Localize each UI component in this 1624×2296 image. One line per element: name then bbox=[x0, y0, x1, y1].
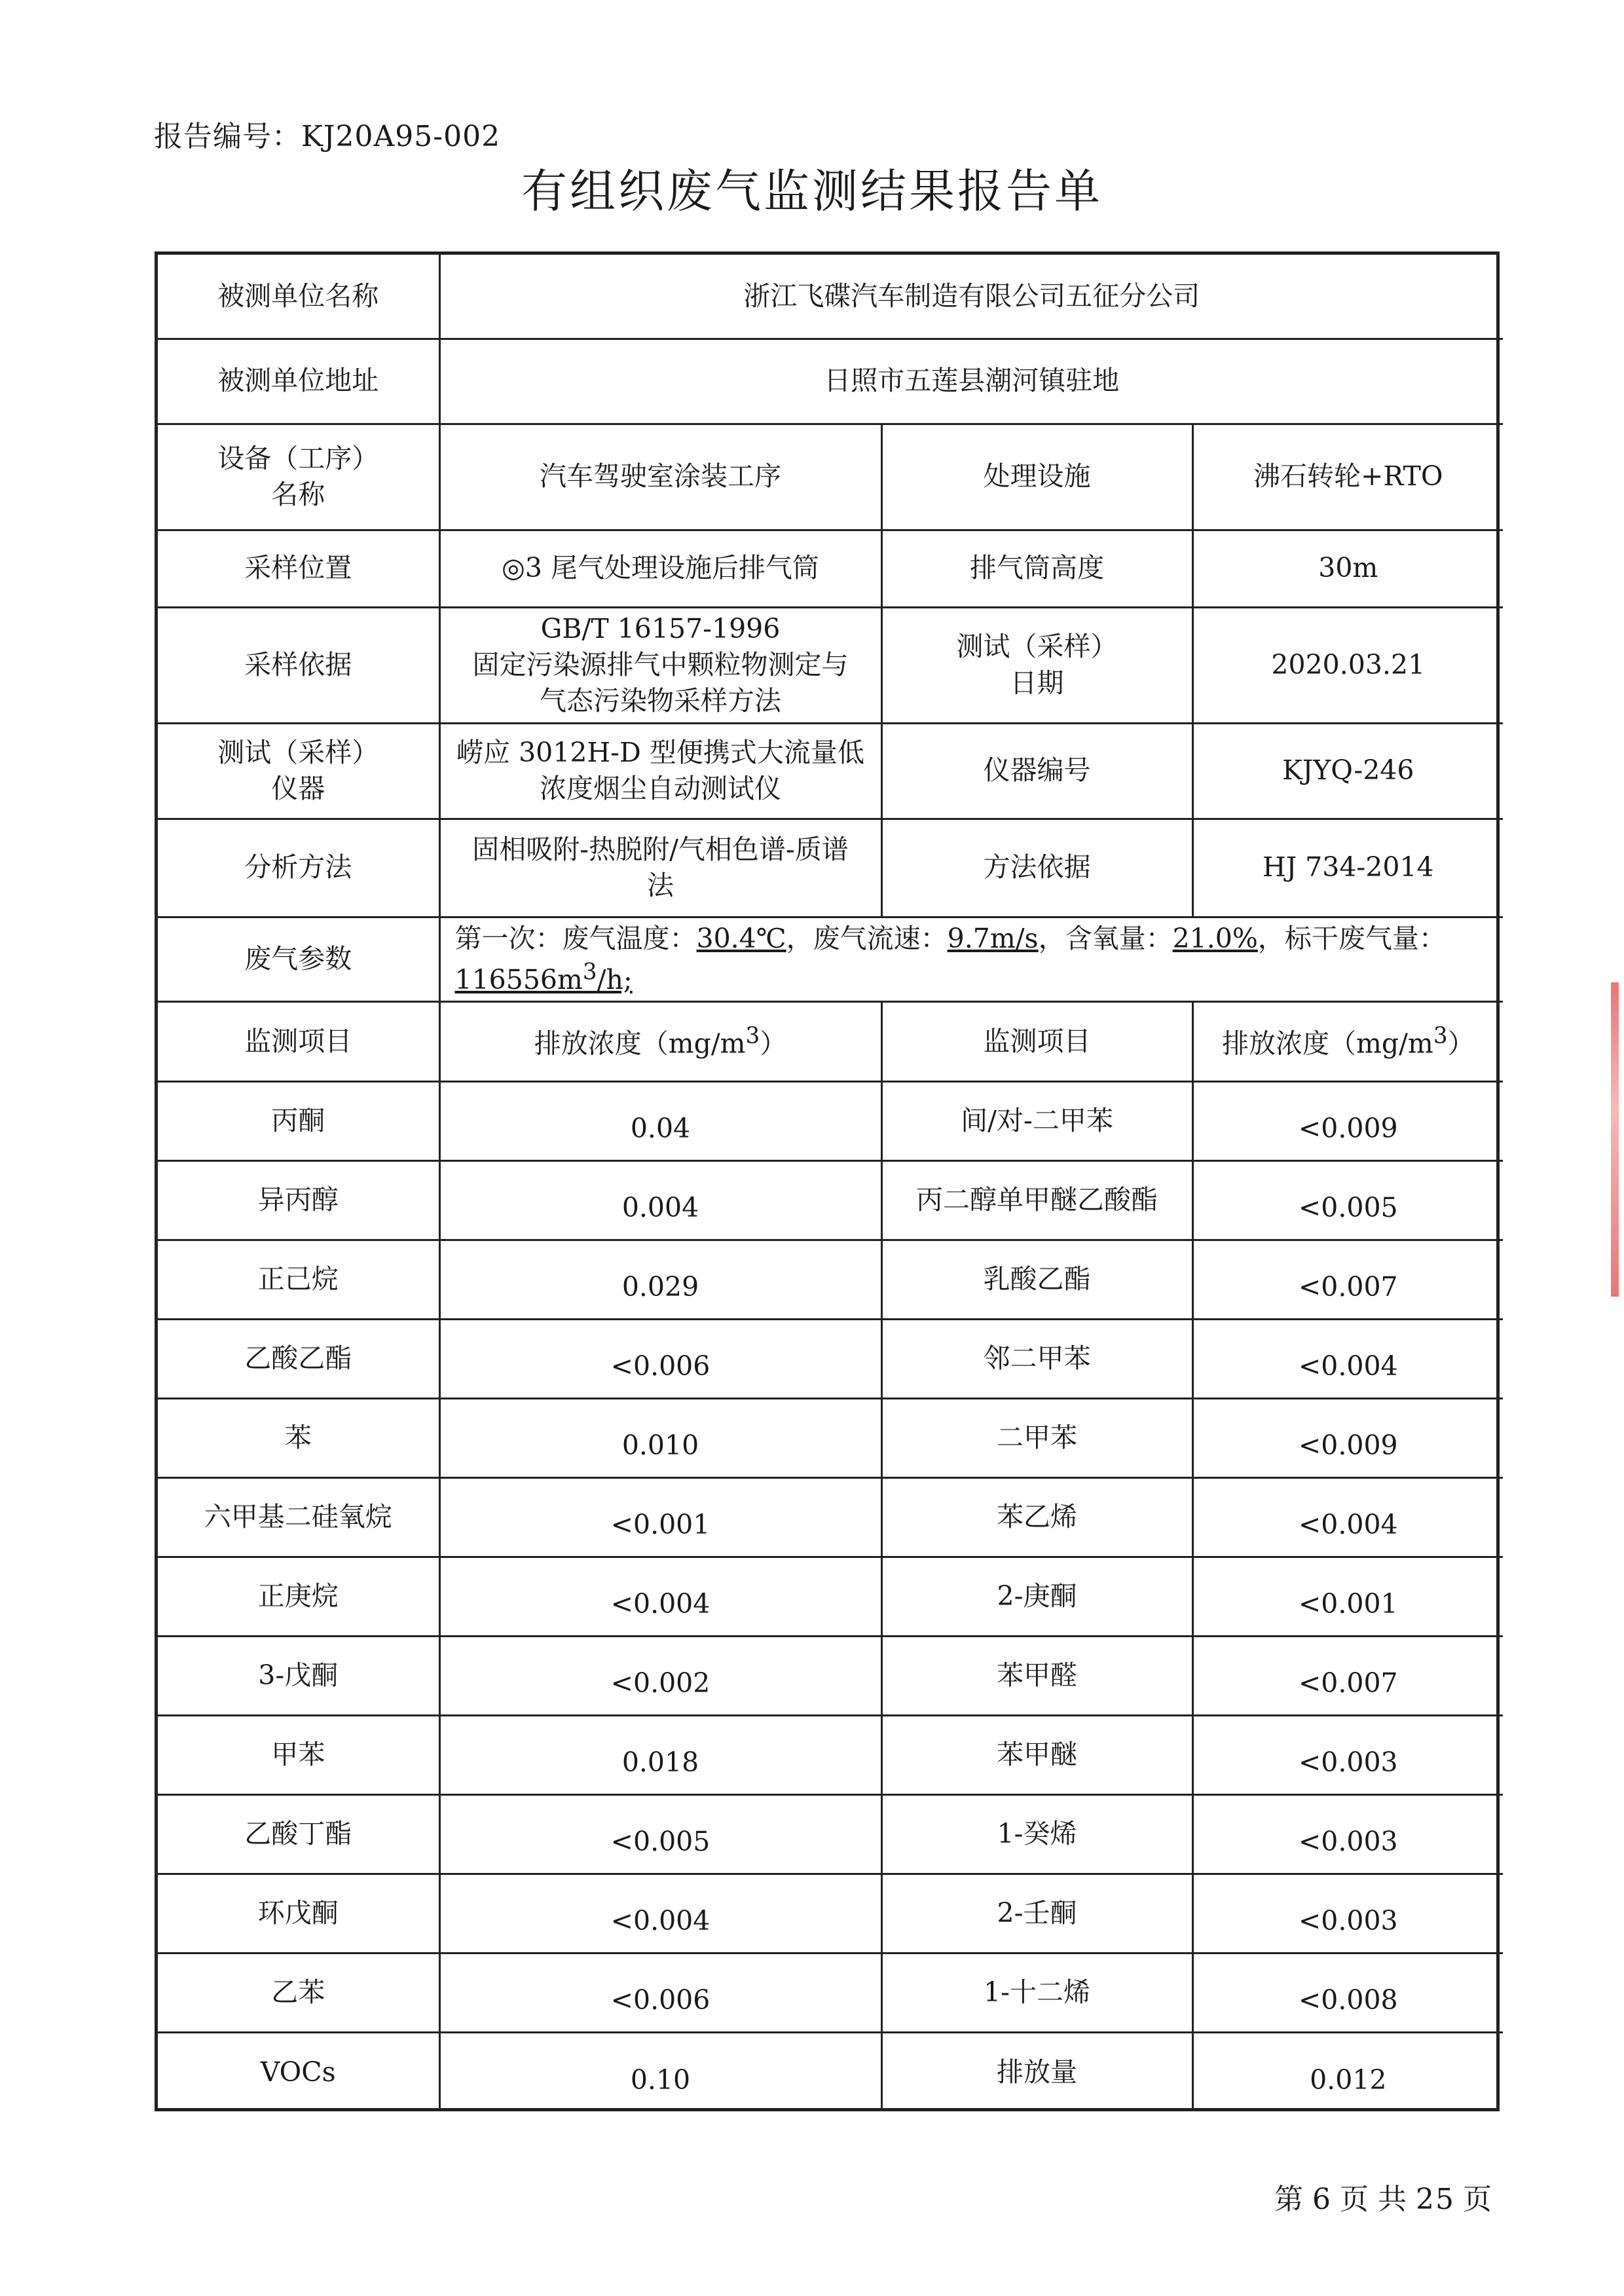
date-label-line1: 测试（采样） bbox=[956, 631, 1118, 663]
result-item-right-text: 邻二甲苯 bbox=[983, 1342, 1091, 1375]
result-item-left bbox=[158, 1319, 439, 1398]
stack-height-value: 30m bbox=[1192, 530, 1503, 607]
method-line2: 法 bbox=[647, 870, 674, 902]
result-item-left bbox=[158, 1794, 439, 1874]
table-row bbox=[158, 1874, 1503, 1953]
row-instrument bbox=[158, 723, 1503, 819]
result-item-left-text: 正庚烷 bbox=[257, 1580, 339, 1612]
result-value-left bbox=[439, 1636, 881, 1715]
method-value bbox=[439, 819, 881, 917]
result-value-right-text: <0.007 bbox=[1298, 1667, 1398, 1699]
params-sep2: ，含氧量： bbox=[1038, 922, 1173, 954]
result-value-left bbox=[439, 1319, 881, 1398]
result-value-left bbox=[439, 1557, 881, 1636]
table-row bbox=[158, 1953, 1503, 2032]
result-item-right bbox=[881, 1557, 1192, 1636]
result-value-right bbox=[1192, 1874, 1503, 1953]
report-table bbox=[155, 251, 1500, 2111]
result-value-left-text: <0.006 bbox=[610, 1350, 710, 1382]
result-item-right bbox=[881, 1319, 1192, 1398]
row-process bbox=[158, 424, 1503, 530]
result-item-left-text: 环戊酮 bbox=[257, 1897, 339, 1929]
position-value: ◎3 尾气处理设施后排气筒 bbox=[439, 530, 881, 607]
facility-label: 处理设施 bbox=[881, 424, 1192, 530]
row-method bbox=[158, 819, 1503, 917]
result-item-right bbox=[881, 1160, 1192, 1240]
params-label: 废气参数 bbox=[158, 917, 439, 1001]
result-item-right-text: 苯甲醛 bbox=[997, 1659, 1077, 1692]
result-value-right-text: <0.001 bbox=[1298, 1588, 1398, 1620]
result-item-left-text: 3-戊酮 bbox=[258, 1659, 339, 1692]
instrument-no-value: KJYQ-246 bbox=[1192, 723, 1503, 819]
result-value-left-text: 0.004 bbox=[621, 1192, 699, 1224]
result-item-left-text: 甲苯 bbox=[271, 1739, 325, 1771]
result-value-right-text: <0.003 bbox=[1298, 1905, 1398, 1937]
row-unit-address bbox=[158, 339, 1503, 424]
page-number: 第 6 页 共 25 页 bbox=[1274, 2183, 1493, 2216]
result-item-right-text: 二甲苯 bbox=[997, 1422, 1077, 1454]
result-item-right bbox=[881, 1240, 1192, 1319]
params-flow-sup: 3 bbox=[582, 958, 597, 985]
unit-name-label: 被测单位名称 bbox=[158, 255, 439, 339]
result-item-right-text: 乳酸乙酯 bbox=[983, 1263, 1091, 1295]
result-item-right-text: 1-十二烯 bbox=[984, 1976, 1090, 2009]
params-sep3: ，标干废气量： bbox=[1257, 922, 1446, 954]
result-value-right bbox=[1192, 1794, 1503, 1874]
unit-address-label: 被测单位地址 bbox=[158, 339, 439, 424]
result-value-left-text: <0.004 bbox=[610, 1905, 710, 1937]
basis-line3: 气态污染物采样方法 bbox=[540, 685, 781, 717]
result-item-left-text: 乙苯 bbox=[271, 1976, 325, 2009]
table-row bbox=[158, 1319, 1503, 1398]
result-value-right-text: <0.009 bbox=[1298, 1113, 1398, 1145]
result-item-left bbox=[158, 1240, 439, 1319]
header-conc-left: 排放浓度$(mg/m^3)$ bbox=[439, 1001, 881, 1081]
result-item-left bbox=[158, 1160, 439, 1240]
result-value-right bbox=[1192, 1160, 1503, 1240]
result-item-left bbox=[158, 2032, 439, 2111]
instrument-value bbox=[439, 723, 881, 819]
result-item-left bbox=[158, 1953, 439, 2032]
result-value-right bbox=[1192, 1636, 1503, 1715]
result-item-left-text: 异丙醇 bbox=[257, 1184, 339, 1216]
result-item-right bbox=[881, 1794, 1192, 1874]
result-item-left bbox=[158, 1715, 439, 1794]
result-item-left bbox=[158, 1081, 439, 1160]
result-item-right-text: 间/对-二甲苯 bbox=[961, 1105, 1113, 1137]
result-value-right bbox=[1192, 1240, 1503, 1319]
date-label-line2: 日期 bbox=[1010, 667, 1064, 699]
result-value-left-text: 0.018 bbox=[621, 1747, 699, 1779]
result-value-left-text: <0.004 bbox=[610, 1588, 710, 1620]
result-value-left bbox=[439, 1874, 881, 1953]
result-item-left bbox=[158, 1398, 439, 1477]
result-item-left-text: 乙酸乙酯 bbox=[244, 1342, 352, 1375]
facility-value: 沸石转轮+RTO bbox=[1192, 424, 1503, 530]
params-sep1: ，废气流速： bbox=[786, 922, 948, 954]
instrument-no-label: 仪器编号 bbox=[881, 723, 1192, 819]
params-temp: 30.4℃ bbox=[696, 922, 786, 954]
current-page: 6 bbox=[1312, 2183, 1332, 2216]
report-number-label: 报告编号： bbox=[154, 120, 301, 153]
row-position bbox=[158, 530, 1503, 607]
result-value-right-text: <0.004 bbox=[1298, 1509, 1398, 1541]
result-item-left-text: 乙酸丁酯 bbox=[244, 1818, 352, 1850]
result-value-right bbox=[1192, 1953, 1503, 2032]
result-value-right-text: <0.009 bbox=[1298, 1430, 1398, 1462]
result-value-right bbox=[1192, 1557, 1503, 1636]
params-oxygen: 21.0% bbox=[1172, 922, 1258, 954]
page-title: 有组织废气监测结果报告单 bbox=[521, 164, 1103, 218]
header-conc-right: 排放浓度$(mg/m^3)$ bbox=[1192, 1001, 1503, 1081]
result-value-right bbox=[1192, 1081, 1503, 1160]
result-item-right bbox=[881, 1874, 1192, 1953]
result-value-left bbox=[439, 1240, 881, 1319]
header-item-left: 监测项目 bbox=[158, 1001, 439, 1081]
result-item-right bbox=[881, 1398, 1192, 1477]
result-value-left-text: 0.010 bbox=[621, 1430, 699, 1462]
result-item-right bbox=[881, 2032, 1192, 2111]
result-value-left-text: <0.006 bbox=[610, 1984, 710, 2016]
position-label: 采样位置 bbox=[158, 530, 439, 607]
result-item-left-text: 苯 bbox=[284, 1422, 312, 1454]
result-value-left-text: <0.002 bbox=[610, 1667, 710, 1699]
table-row bbox=[158, 1240, 1503, 1319]
result-value-right bbox=[1192, 1477, 1503, 1557]
result-value-left bbox=[439, 1160, 881, 1240]
result-value-right bbox=[1192, 1715, 1503, 1794]
params-speed: 9.7m/s bbox=[947, 922, 1039, 954]
table-row bbox=[158, 1557, 1503, 1636]
table-row bbox=[158, 1081, 1503, 1160]
result-item-left bbox=[158, 1636, 439, 1715]
instrument-label bbox=[158, 723, 439, 819]
result-item-right-text: 1-癸烯 bbox=[997, 1818, 1077, 1850]
row-results-header bbox=[158, 1001, 1503, 1081]
instrument-line1: 崂应 3012H-D 型便携式大流量低 bbox=[456, 736, 864, 768]
result-item-left bbox=[158, 1874, 439, 1953]
result-value-right-text: <0.008 bbox=[1298, 1984, 1398, 2016]
method-line1: 固相吸附-热脱附/气相色谱-质谱 bbox=[472, 833, 849, 865]
result-value-right-text: <0.005 bbox=[1298, 1192, 1398, 1224]
result-item-right-text: 2-庚酮 bbox=[997, 1580, 1077, 1612]
result-value-right-text: 0.012 bbox=[1310, 2064, 1387, 2096]
table-row bbox=[158, 1477, 1503, 1557]
params-flow-tail: /h; bbox=[597, 963, 633, 995]
result-item-left-text: 丙酮 bbox=[271, 1105, 325, 1137]
result-value-right bbox=[1192, 2032, 1503, 2111]
result-value-left-text: 0.10 bbox=[630, 2064, 691, 2096]
params-flow-value: 116556m bbox=[454, 963, 583, 995]
method-basis-value: HJ 734-2014 bbox=[1192, 819, 1503, 917]
basis-value bbox=[439, 607, 881, 723]
result-value-left bbox=[439, 1794, 881, 1874]
result-item-right-text: 排放量 bbox=[997, 2056, 1077, 2088]
table-row bbox=[158, 1160, 1503, 1240]
row-params bbox=[158, 917, 1503, 1001]
row-unit-name bbox=[158, 255, 1503, 339]
table-row bbox=[158, 2032, 1503, 2111]
result-value-left bbox=[439, 1081, 881, 1160]
report-number bbox=[154, 113, 500, 155]
result-item-left-text: VOCs bbox=[260, 2056, 336, 2088]
result-value-left-text: 0.029 bbox=[621, 1271, 699, 1303]
result-item-right bbox=[881, 1477, 1192, 1557]
result-value-left bbox=[439, 1477, 881, 1557]
instrument-line2: 浓度烟尘自动测试仪 bbox=[540, 773, 781, 805]
result-item-right bbox=[881, 1953, 1192, 2032]
table-row bbox=[158, 1715, 1503, 1794]
params-prefix: 第一次：废气温度： bbox=[454, 922, 697, 954]
result-item-right bbox=[881, 1715, 1192, 1794]
result-value-left bbox=[439, 1398, 881, 1477]
basis-line1: GB/T 16157-1996 bbox=[540, 612, 781, 644]
result-item-left bbox=[158, 1557, 439, 1636]
result-item-right bbox=[881, 1081, 1192, 1160]
result-value-right-text: <0.004 bbox=[1298, 1350, 1398, 1382]
header-item-right: 监测项目 bbox=[881, 1001, 1192, 1081]
process-label bbox=[158, 424, 439, 530]
result-item-right-text: 苯乙烯 bbox=[997, 1501, 1077, 1533]
result-value-left bbox=[439, 2032, 881, 2111]
result-value-left bbox=[439, 1953, 881, 2032]
date-label bbox=[881, 607, 1192, 723]
result-value-left-text: 0.04 bbox=[630, 1113, 691, 1145]
table-row bbox=[158, 1398, 1503, 1477]
basis-label: 采样依据 bbox=[158, 607, 439, 723]
result-value-right-text: <0.003 bbox=[1298, 1747, 1398, 1779]
report-number-value: KJ20A95-002 bbox=[301, 120, 501, 153]
process-label-line1: 设备（工序） bbox=[217, 442, 379, 474]
unit-address-value: 日照市五莲县潮河镇驻地 bbox=[439, 339, 1503, 424]
params-value bbox=[439, 917, 1503, 1001]
basis-line2: 固定污染源排气中颗粒物测定与 bbox=[472, 648, 849, 680]
row-basis bbox=[158, 607, 1503, 723]
result-value-right bbox=[1192, 1319, 1503, 1398]
table-row bbox=[158, 1636, 1503, 1715]
method-label: 分析方法 bbox=[158, 819, 439, 917]
result-value-left bbox=[439, 1715, 881, 1794]
result-value-right-text: <0.007 bbox=[1298, 1271, 1398, 1303]
table-row bbox=[158, 1794, 1503, 1874]
result-item-right bbox=[881, 1636, 1192, 1715]
result-item-left-text: 正己烷 bbox=[257, 1263, 339, 1295]
total-pages: 25 bbox=[1416, 2183, 1455, 2216]
method-basis-label: 方法依据 bbox=[881, 819, 1192, 917]
result-value-right bbox=[1192, 1398, 1503, 1477]
process-label-line2: 名称 bbox=[271, 479, 325, 510]
report-grid bbox=[158, 255, 1503, 2111]
result-item-left bbox=[158, 1477, 439, 1557]
result-item-left-text: 六甲基二硅氧烷 bbox=[204, 1501, 392, 1533]
seal-edge-mark bbox=[1611, 982, 1619, 1297]
date-value: 2020.03.21 bbox=[1192, 607, 1503, 723]
unit-name-value: 浙江飞碟汽车制造有限公司五征分公司 bbox=[439, 255, 1503, 339]
params-flow bbox=[454, 958, 633, 995]
instrument-label-line2: 仪器 bbox=[271, 773, 325, 805]
result-item-right-text: 2-壬酮 bbox=[997, 1897, 1077, 1929]
stack-height-label: 排气筒高度 bbox=[881, 530, 1192, 607]
result-item-right-text: 苯甲醚 bbox=[997, 1739, 1077, 1771]
process-value: 汽车驾驶室涂装工序 bbox=[439, 424, 881, 530]
result-value-left-text: <0.001 bbox=[610, 1509, 710, 1541]
result-item-right-text: 丙二醇单甲醚乙酸酯 bbox=[916, 1184, 1158, 1216]
result-value-right-text: <0.003 bbox=[1298, 1826, 1398, 1858]
instrument-label-line1: 测试（采样） bbox=[217, 736, 379, 768]
result-value-left-text: <0.005 bbox=[610, 1826, 710, 1858]
